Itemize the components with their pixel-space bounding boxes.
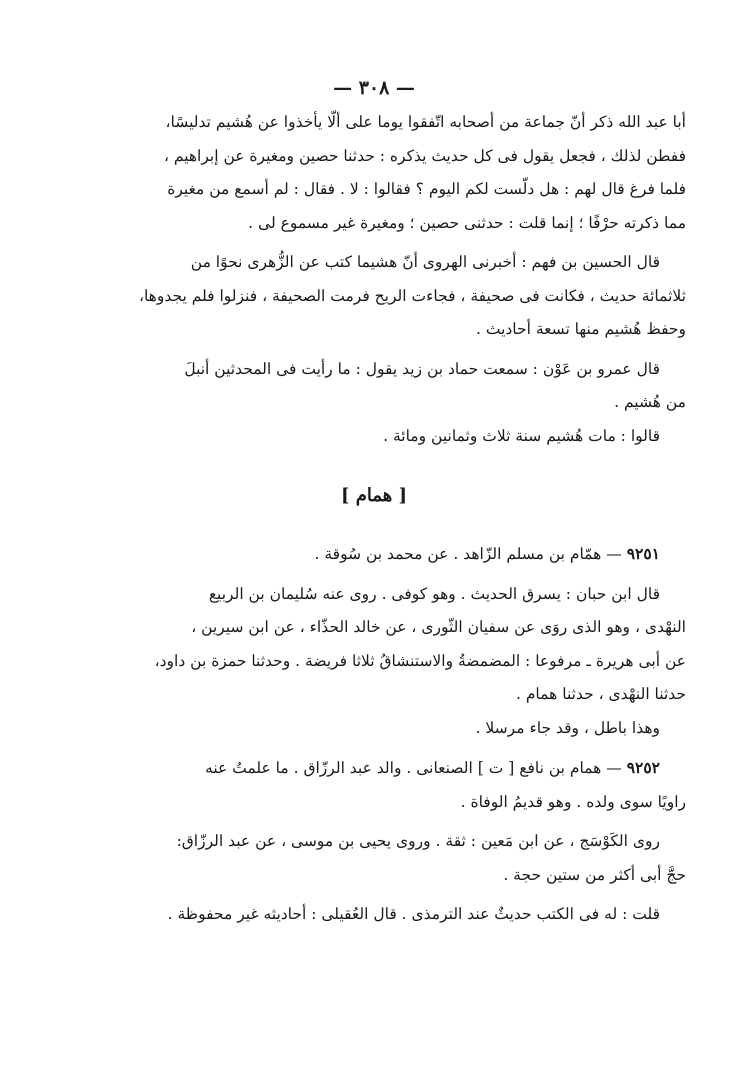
text-line: قالوا : مات هُشيم سنة ثلاث وثمانين ومائة .: [383, 426, 660, 445]
paragraph-ibn-hibban: [62, 578, 686, 712]
text-line: حجَّ أبى أكثر من ستين حجة .: [503, 865, 686, 884]
paragraph-death-date: [62, 420, 686, 454]
entry-line: [62, 751, 686, 786]
text-line: وحفظ هُشيم منها تسعة أحاديث .: [476, 320, 686, 338]
text-line: قال ابن حبان : يسرق الحديث . وهو كوفى . روى عنه سُليمان بن الربيع: [208, 584, 660, 603]
page-number: — ٣٠٨ —: [333, 77, 415, 99]
text-line: النهْدى ، وهو الذى روَى عن سفيان الثّورى ، عن خالد الحذّاء ، عن ابن سيرين ،: [191, 618, 686, 636]
entry-text: — همّام بن مسلم الزّاهد . عن محمد بن سُوقة .: [314, 545, 622, 563]
paragraph-amr-ibn-awn: [62, 353, 686, 420]
page: [62, 70, 686, 932]
paragraph-batil: [62, 712, 686, 746]
entry-9252: [62, 751, 686, 819]
paragraph-uqayli: [62, 898, 686, 932]
text-line: وهذا باطل ، وقد جاء مرسلا .: [475, 718, 660, 737]
entry-line: [62, 537, 686, 572]
text-line: قال الحسين بن فهم : أخبرنى الهروى أنّ هشيما كتب عن الزُّهرى نحوًا من: [190, 253, 660, 271]
entry-number: ٩٢٥١: [626, 544, 660, 563]
text-line: قلت : له فى الكتب حديثٌ عند الترمذى . قال العُقيلى : أحاديثه غير محفوظة .: [167, 905, 660, 923]
text-line: عن أبى هريرة ـ مرفوعا : المضمضةُ والاستنشاقُ ثلاثا فريضة . وحدثنا حمزة بن داود،: [154, 651, 686, 670]
entry-number: ٩٢٥٢: [626, 758, 660, 777]
text-line: ففطن لذلك ، فجعل يقول فى كل حديث يذكره : حدثنا حصين ومغيرة عن إبراهيم ،: [163, 146, 686, 165]
entry-9251: [62, 537, 686, 572]
text-line: فلما فرغ قال لهم : هل دلّست لكم اليوم ؟ فقالوا : لا . فقال : لم أسمع من مغيرة: [167, 180, 686, 198]
text-line: روى الكَوْسَج ، عن ابن مَعين : ثقة . وروى يحيى بن موسى ، عن عبد الرزّاق:: [176, 832, 660, 850]
text-line: راويًا سوى ولده . وهو قديمُ الوفاة .: [460, 792, 686, 811]
section-title: [ همام ]: [340, 485, 408, 506]
entry-text: — همام بن نافع [ ت ] الصنعانى . والد عبد الرزّاق . ما علمتُ عنه: [205, 759, 622, 777]
text-line: مما ذكرته حرْفًا ؛ إنما قلت : حدثنى حصين ؛ ومغيرة غير مسموع لى .: [248, 213, 686, 232]
text-line: ثلاثمائة حديث ، فكانت فى صحيفة ، فجاءت الريح فرمت الصحيفة ، فنزلوا فلم يجدوها،: [138, 286, 686, 305]
paragraph-husayn-ibn-fahm: [62, 246, 686, 347]
text-line: أبا عبد الله ذكر أنّ جماعة من أصحابه اتّفقوا يوما على ألّا يأخذوا عن هُشيم تدليسًا،: [165, 113, 686, 131]
text-line: من هُشيم .: [614, 393, 686, 411]
paragraph-tadlis-story: [62, 106, 686, 240]
text-line: قال عمرو بن عَوْن : سمعت حماد بن زيد يقول : ما رأيت فى المحدثين أنبلَ: [184, 359, 660, 378]
text-line: حدثنا النهْدى ، حدثنا همام .: [515, 685, 686, 703]
paragraph-kawsaj: [62, 825, 686, 892]
